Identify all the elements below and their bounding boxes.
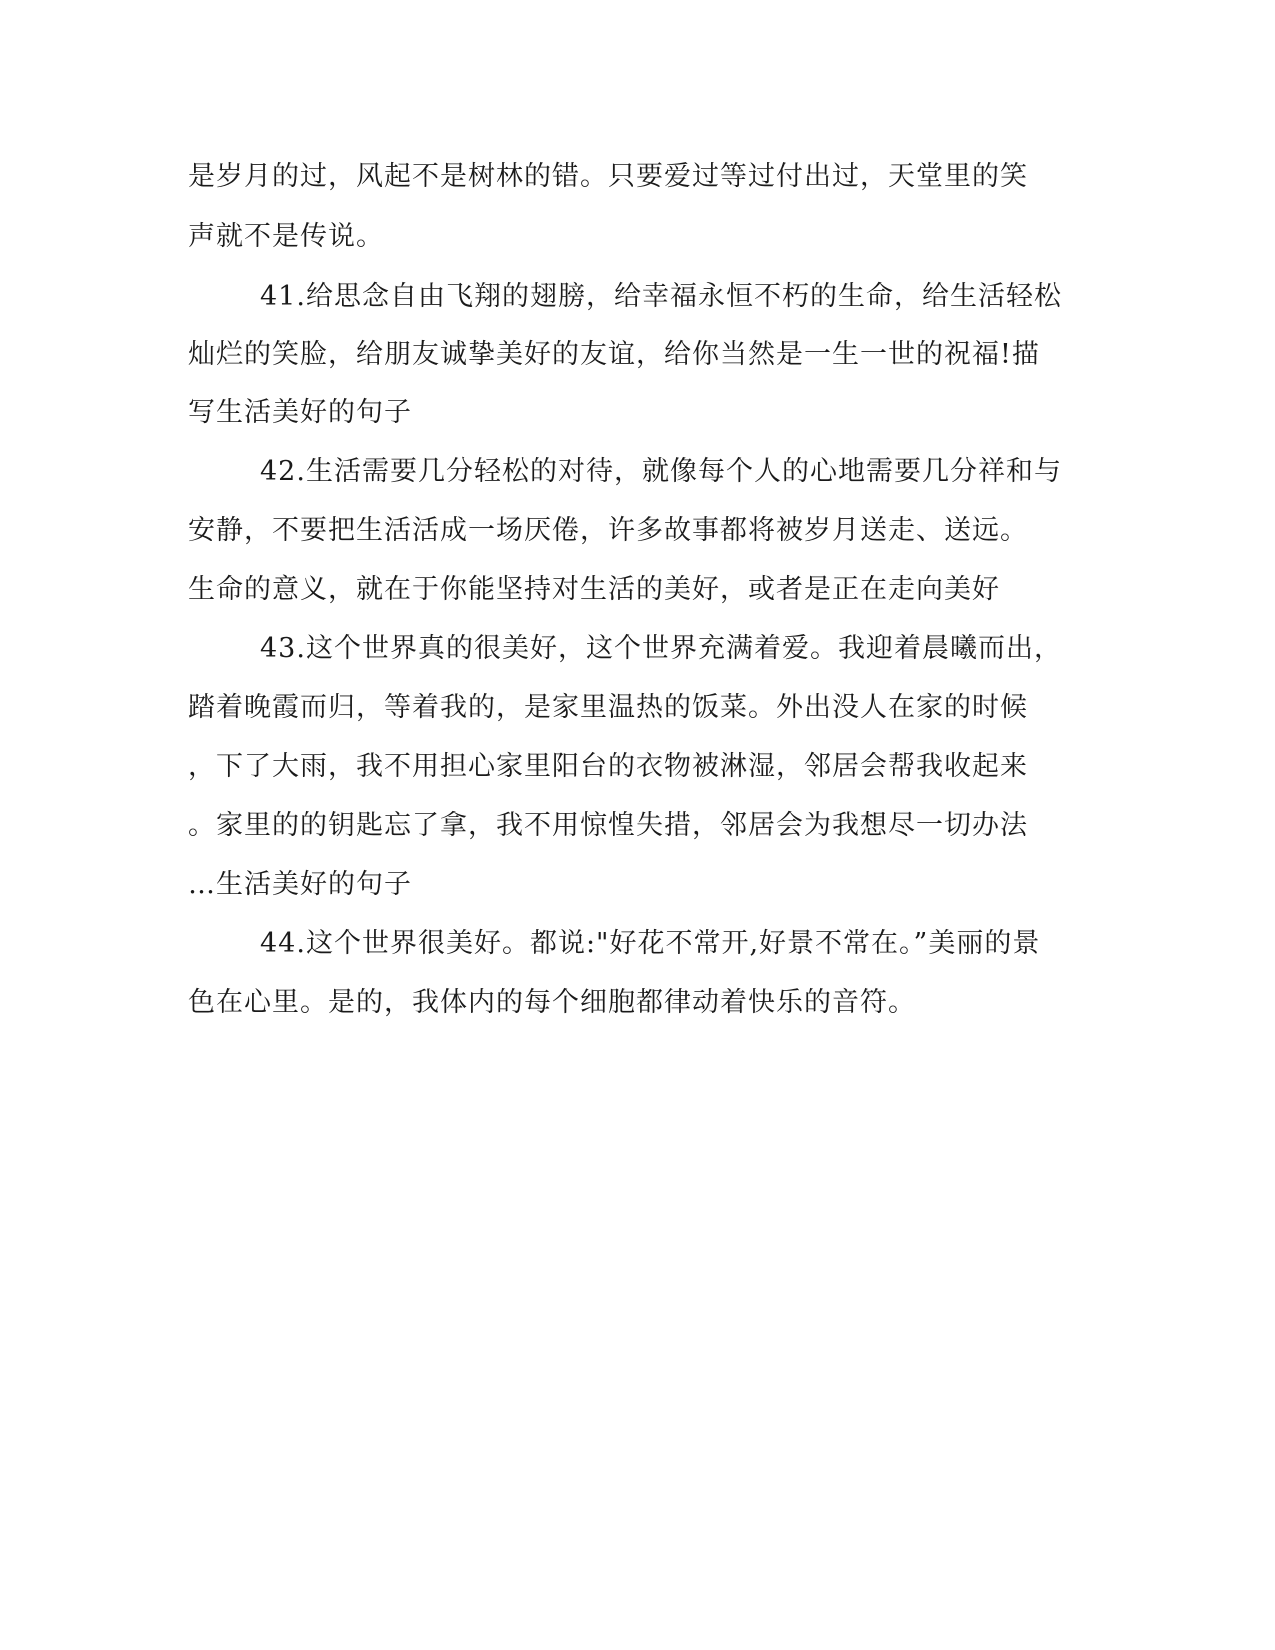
text-line: 灿烂的笑脸，给朋友诚挚美好的友谊，给你当然是一生一世的祝福!描	[188, 339, 1040, 370]
text-line: 43.这个世界真的很美好，这个世界充满着爱。我迎着晨曦而出，	[260, 633, 1062, 664]
text-line: 。家里的的钥匙忘了拿，我不用惊惶失措，邻居会为我想尽一切办法	[188, 810, 1028, 841]
text-line: 是岁月的过，风起不是树林的错。只要爱过等过付出过，天堂里的笑	[188, 161, 1028, 192]
text-line: 踏着晚霞而归，等着我的，是家里温热的饭菜。外出没人在家的时候	[188, 692, 1028, 723]
text-line: ，下了大雨，我不用担心家里阳台的衣物被淋湿，邻居会帮我收起来	[188, 751, 1028, 782]
text-line: 44.这个世界很美好。都说:"好花不常开,好景不常在。”美丽的景	[260, 928, 1041, 959]
text-line: 写生活美好的句子	[188, 397, 412, 428]
text-line: 生命的意义，就在于你能坚持对生活的美好，或者是正在走向美好	[188, 574, 1000, 605]
text-line: 42.生活需要几分轻松的对待，就像每个人的心地需要几分祥和与	[260, 456, 1062, 487]
text-line: 色在心里。是的，我体内的每个细胞都律动着快乐的音符。	[188, 987, 916, 1018]
text-line: 声就不是传说。	[188, 221, 384, 252]
text-line: …生活美好的句子	[188, 869, 412, 900]
text-line: 安静，不要把生活活成一场厌倦，许多故事都将被岁月送走、送远。	[188, 515, 1028, 546]
text-line: 41.给思念自由飞翔的翅膀，给幸福永恒不朽的生命，给生活轻松	[260, 281, 1062, 312]
